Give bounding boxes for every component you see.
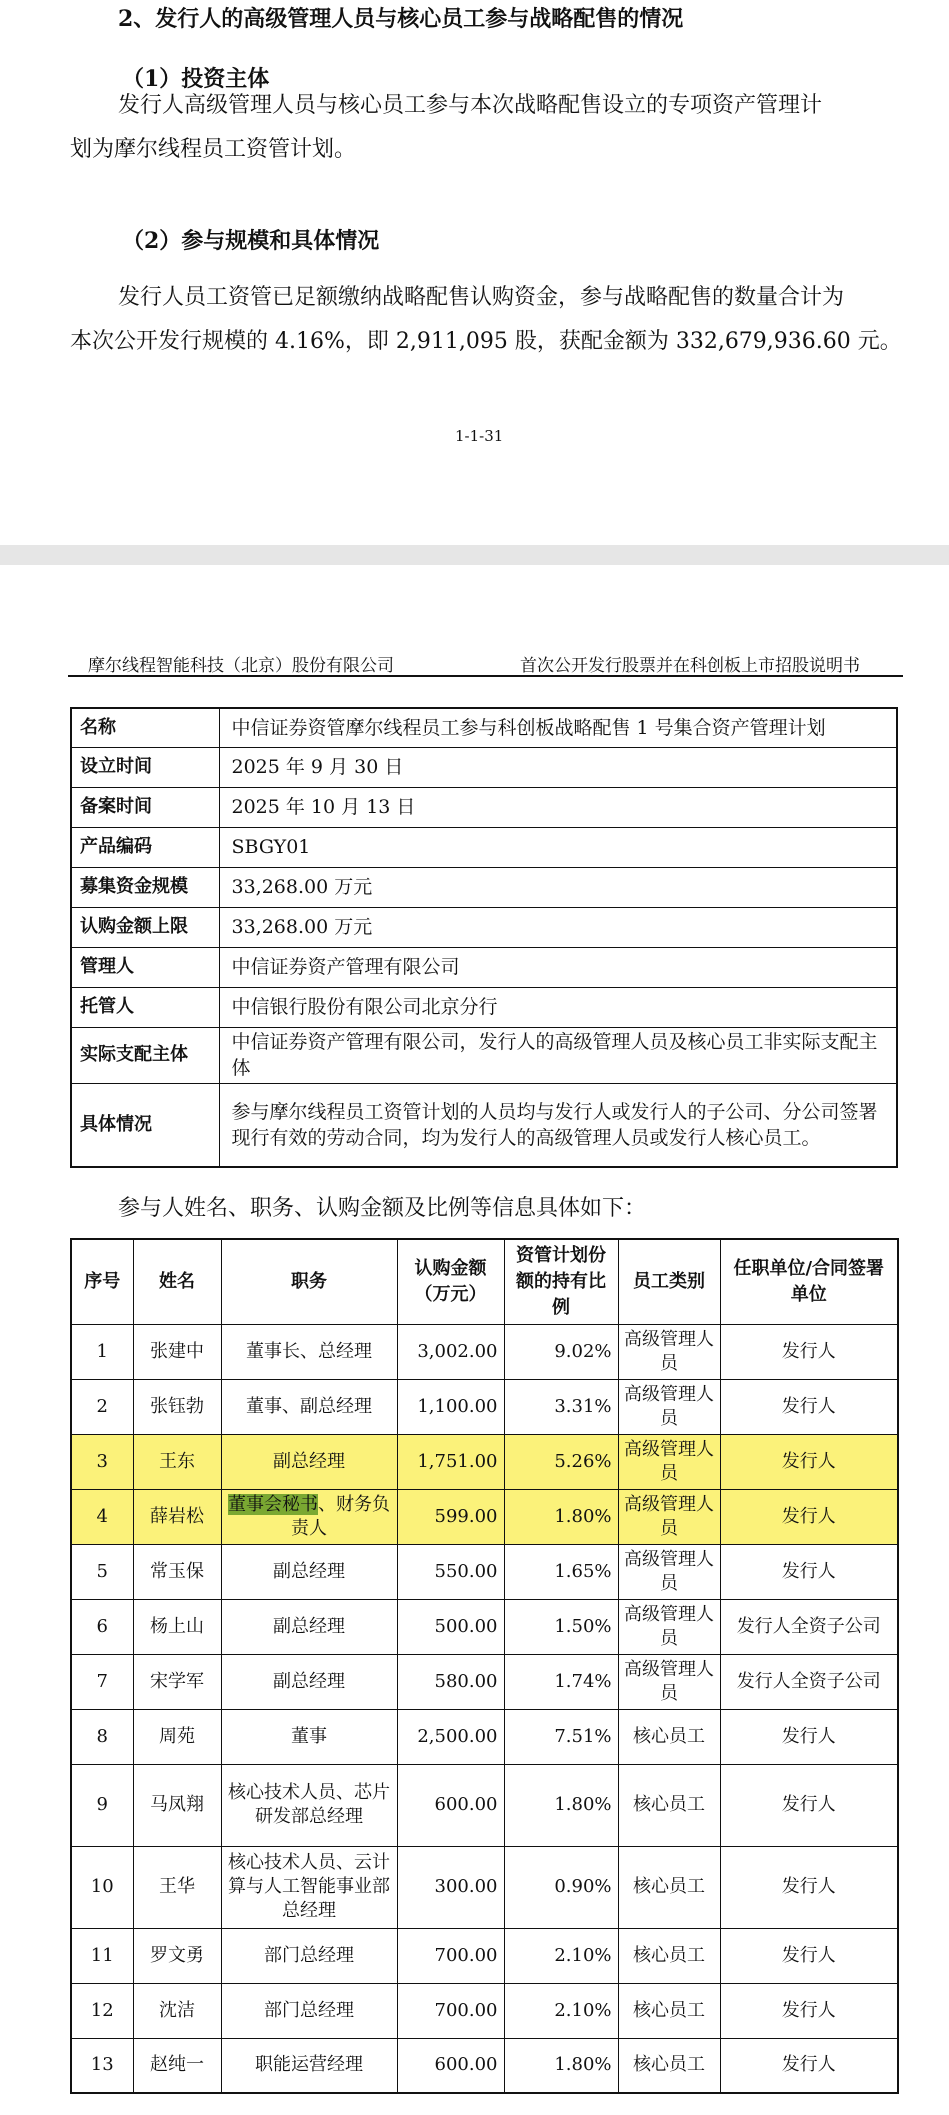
- cell-title: 核心技术人员、芯片研发部总经理: [221, 1764, 397, 1846]
- cell-no: 5: [71, 1544, 133, 1599]
- table-row: [71, 1654, 898, 1709]
- header-doc-title: 首次公开发行股票并在科创板上市招股说明书: [520, 656, 860, 676]
- cell-name: 张建中: [133, 1324, 221, 1379]
- cell-amount: 600.00: [397, 1764, 504, 1846]
- cell-name: 周苑: [133, 1709, 221, 1764]
- info-row: [71, 747, 897, 787]
- info-value: 参与摩尔线程员工资管计划的人员均与发行人或发行人的子公司、分公司签署现行有效的劳动合同，均为发行人的高级管理人员或发行人核心员工。: [219, 1083, 897, 1167]
- info-row: [71, 708, 897, 747]
- cell-ratio: 7.51%: [504, 1709, 618, 1764]
- table-row-highlighted: [71, 1489, 898, 1544]
- cell-no: 3: [71, 1434, 133, 1489]
- cell-type: 高级管理人员: [618, 1324, 720, 1379]
- cell-unit: 发行人: [720, 1434, 898, 1489]
- cell-ratio: 5.26%: [504, 1434, 618, 1489]
- cell-name: 杨上山: [133, 1599, 221, 1654]
- cell-name: 马凤翔: [133, 1764, 221, 1846]
- cell-name: 罗文勇: [133, 1928, 221, 1983]
- cell-unit: 发行人: [720, 1324, 898, 1379]
- cell-amount: 599.00: [397, 1489, 504, 1544]
- paragraph-line: 发行人高级管理人员与核心员工参与本次战略配售设立的专项资产管理计: [118, 93, 823, 118]
- cell-no: 11: [71, 1928, 133, 1983]
- cell-title: 部门总经理: [221, 1928, 397, 1983]
- paragraph-scale: [70, 276, 902, 364]
- cell-type: 高级管理人员: [618, 1379, 720, 1434]
- cell-title: 副总经理: [221, 1434, 397, 1489]
- cell-title: 核心技术人员、云计算与人工智能事业部总经理: [221, 1846, 397, 1928]
- cell-ratio: 2.10%: [504, 1928, 618, 1983]
- cell-type: 高级管理人员: [618, 1654, 720, 1709]
- info-row: [71, 867, 897, 907]
- page-1: [0, 0, 949, 545]
- cell-type: 核心员工: [618, 1928, 720, 1983]
- info-value: 2025 年 9 月 30 日: [219, 747, 897, 787]
- info-key: 认购金额上限: [71, 907, 219, 947]
- plan-info-table: [70, 707, 898, 1168]
- col-header-unit: 任职单位/合同签署单位: [720, 1239, 898, 1324]
- cell-type: 核心员工: [618, 1846, 720, 1928]
- page-number: 1-1-31: [455, 427, 504, 445]
- cell-name: 常玉保: [133, 1544, 221, 1599]
- table-row: [71, 1983, 898, 2038]
- paragraph-line: 发行人员工资管已足额缴纳战略配售认购资金，参与战略配售的数量合计为: [118, 285, 845, 310]
- cell-amount: 500.00: [397, 1599, 504, 1654]
- cell-ratio: 0.90%: [504, 1846, 618, 1928]
- cell-type: 高级管理人员: [618, 1599, 720, 1654]
- table-row: [71, 1764, 898, 1846]
- cell-ratio: 1.80%: [504, 2038, 618, 2093]
- cell-no: 9: [71, 1764, 133, 1846]
- cell-amount: 580.00: [397, 1654, 504, 1709]
- subheading-scale: （2）参与规模和具体情况: [122, 228, 380, 254]
- cell-ratio: 9.02%: [504, 1324, 618, 1379]
- info-value: 中信银行股份有限公司北京分行: [219, 987, 897, 1027]
- info-key: 实际支配主体: [71, 1027, 219, 1083]
- cell-title: 董事、副总经理: [221, 1379, 397, 1434]
- info-value: 中信证券资产管理有限公司，发行人的高级管理人员及核心员工非实际支配主体: [219, 1027, 897, 1083]
- title-remainder: 、财务负责人: [291, 1493, 390, 1539]
- paragraph-line: 划为摩尔线程员工资管计划。: [70, 137, 357, 162]
- cell-name: 薛岩松: [133, 1489, 221, 1544]
- highlight-green-text: 董事会秘书: [228, 1493, 318, 1515]
- info-key: 产品编码: [71, 827, 219, 867]
- info-row: [71, 947, 897, 987]
- info-row: [71, 787, 897, 827]
- col-header-name: 姓名: [133, 1239, 221, 1324]
- info-key: 名称: [71, 708, 219, 747]
- cell-no: 2: [71, 1379, 133, 1434]
- cell-unit: 发行人: [720, 1928, 898, 1983]
- section-heading: 2、发行人的高级管理人员与核心员工参与战略配售的情况: [118, 6, 684, 32]
- info-row: [71, 1027, 897, 1083]
- cell-unit: 发行人全资子公司: [720, 1599, 898, 1654]
- cell-title: 董事长、总经理: [221, 1324, 397, 1379]
- cell-title: 部门总经理: [221, 1983, 397, 2038]
- cell-type: 高级管理人员: [618, 1489, 720, 1544]
- cell-name: 宋学军: [133, 1654, 221, 1709]
- page-separator: [0, 545, 949, 565]
- cell-title: [221, 1489, 397, 1544]
- cell-amount: 300.00: [397, 1846, 504, 1928]
- cell-ratio: 1.65%: [504, 1544, 618, 1599]
- cell-unit: 发行人: [720, 1489, 898, 1544]
- cell-amount: 700.00: [397, 1983, 504, 2038]
- subheading-investor: （1）投资主体: [122, 66, 270, 92]
- cell-no: 4: [71, 1489, 133, 1544]
- cell-no: 8: [71, 1709, 133, 1764]
- header-company: 摩尔线程智能科技（北京）股份有限公司: [88, 656, 394, 676]
- cell-no: 1: [71, 1324, 133, 1379]
- cell-unit: 发行人: [720, 1709, 898, 1764]
- table-row: [71, 1324, 898, 1379]
- cell-title: 职能运营经理: [221, 2038, 397, 2093]
- info-row: [71, 827, 897, 867]
- cell-type: 核心员工: [618, 1983, 720, 2038]
- cell-no: 7: [71, 1654, 133, 1709]
- info-value: 33,268.00 万元: [219, 907, 897, 947]
- table-row: [71, 1846, 898, 1928]
- info-row: [71, 907, 897, 947]
- info-row: [71, 1083, 897, 1167]
- table-caption: 参与人姓名、职务、认购金额及比例等信息具体如下：: [118, 1196, 647, 1221]
- info-key: 具体情况: [71, 1083, 219, 1167]
- cell-type: 高级管理人员: [618, 1544, 720, 1599]
- cell-name: 王华: [133, 1846, 221, 1928]
- table-row: [71, 1544, 898, 1599]
- cell-no: 10: [71, 1846, 133, 1928]
- col-header-amount: 认购金额（万元）: [397, 1239, 504, 1324]
- cell-ratio: 1.80%: [504, 1489, 618, 1544]
- participants-table: [70, 1238, 899, 2094]
- cell-ratio: 2.10%: [504, 1983, 618, 2038]
- info-value: 33,268.00 万元: [219, 867, 897, 907]
- cell-amount: 700.00: [397, 1928, 504, 1983]
- table-row: [71, 1709, 898, 1764]
- cell-name: 张钰勃: [133, 1379, 221, 1434]
- info-key: 管理人: [71, 947, 219, 987]
- info-value: 中信证券资管摩尔线程员工参与科创板战略配售 1 号集合资产管理计划: [219, 708, 897, 747]
- info-key: 备案时间: [71, 787, 219, 827]
- cell-unit: 发行人: [720, 1846, 898, 1928]
- info-key: 募集资金规模: [71, 867, 219, 907]
- col-header-title: 职务: [221, 1239, 397, 1324]
- cell-type: 高级管理人员: [618, 1434, 720, 1489]
- col-header-no: 序号: [71, 1239, 133, 1324]
- cell-title: 副总经理: [221, 1544, 397, 1599]
- cell-unit: 发行人: [720, 1764, 898, 1846]
- cell-title: 董事: [221, 1709, 397, 1764]
- info-value: 2025 年 10 月 13 日: [219, 787, 897, 827]
- cell-unit: 发行人: [720, 2038, 898, 2093]
- cell-type: 核心员工: [618, 1764, 720, 1846]
- cell-name: 王东: [133, 1434, 221, 1489]
- table-row: [71, 1599, 898, 1654]
- header-rule: [68, 675, 903, 677]
- cell-ratio: 3.31%: [504, 1379, 618, 1434]
- table-row: [71, 2038, 898, 2093]
- cell-unit: 发行人: [720, 1983, 898, 2038]
- cell-amount: 2,500.00: [397, 1709, 504, 1764]
- cell-no: 6: [71, 1599, 133, 1654]
- cell-no: 12: [71, 1983, 133, 2038]
- cell-no: 13: [71, 2038, 133, 2093]
- cell-amount: 550.00: [397, 1544, 504, 1599]
- table-row: [71, 1928, 898, 1983]
- col-header-ratio: 资管计划份额的持有比例: [504, 1239, 618, 1324]
- cell-type: 核心员工: [618, 2038, 720, 2093]
- table-header-row: [71, 1239, 898, 1324]
- cell-title: 副总经理: [221, 1654, 397, 1709]
- info-key: 设立时间: [71, 747, 219, 787]
- cell-amount: 600.00: [397, 2038, 504, 2093]
- table-row-highlighted: [71, 1434, 898, 1489]
- cell-unit: 发行人: [720, 1379, 898, 1434]
- col-header-type: 员工类别: [618, 1239, 720, 1324]
- cell-amount: 1,100.00: [397, 1379, 504, 1434]
- cell-amount: 1,751.00: [397, 1434, 504, 1489]
- cell-unit: 发行人全资子公司: [720, 1654, 898, 1709]
- cell-ratio: 1.80%: [504, 1764, 618, 1846]
- cell-ratio: 1.74%: [504, 1654, 618, 1709]
- paragraph-investor: [70, 84, 822, 172]
- paragraph-line: 本次公开发行规模的 4.16%，即 2,911,095 股，获配金额为 332,679,936.60 元。: [70, 329, 902, 354]
- info-row: [71, 987, 897, 1027]
- cell-unit: 发行人: [720, 1544, 898, 1599]
- table-row: [71, 1379, 898, 1434]
- info-value: 中信证券资产管理有限公司: [219, 947, 897, 987]
- cell-name: 赵纯一: [133, 2038, 221, 2093]
- page-2: [0, 565, 949, 2115]
- info-key: 托管人: [71, 987, 219, 1027]
- cell-type: 核心员工: [618, 1709, 720, 1764]
- info-value: SBGY01: [219, 827, 897, 867]
- cell-title: 副总经理: [221, 1599, 397, 1654]
- cell-name: 沈洁: [133, 1983, 221, 2038]
- cell-amount: 3,002.00: [397, 1324, 504, 1379]
- cell-ratio: 1.50%: [504, 1599, 618, 1654]
